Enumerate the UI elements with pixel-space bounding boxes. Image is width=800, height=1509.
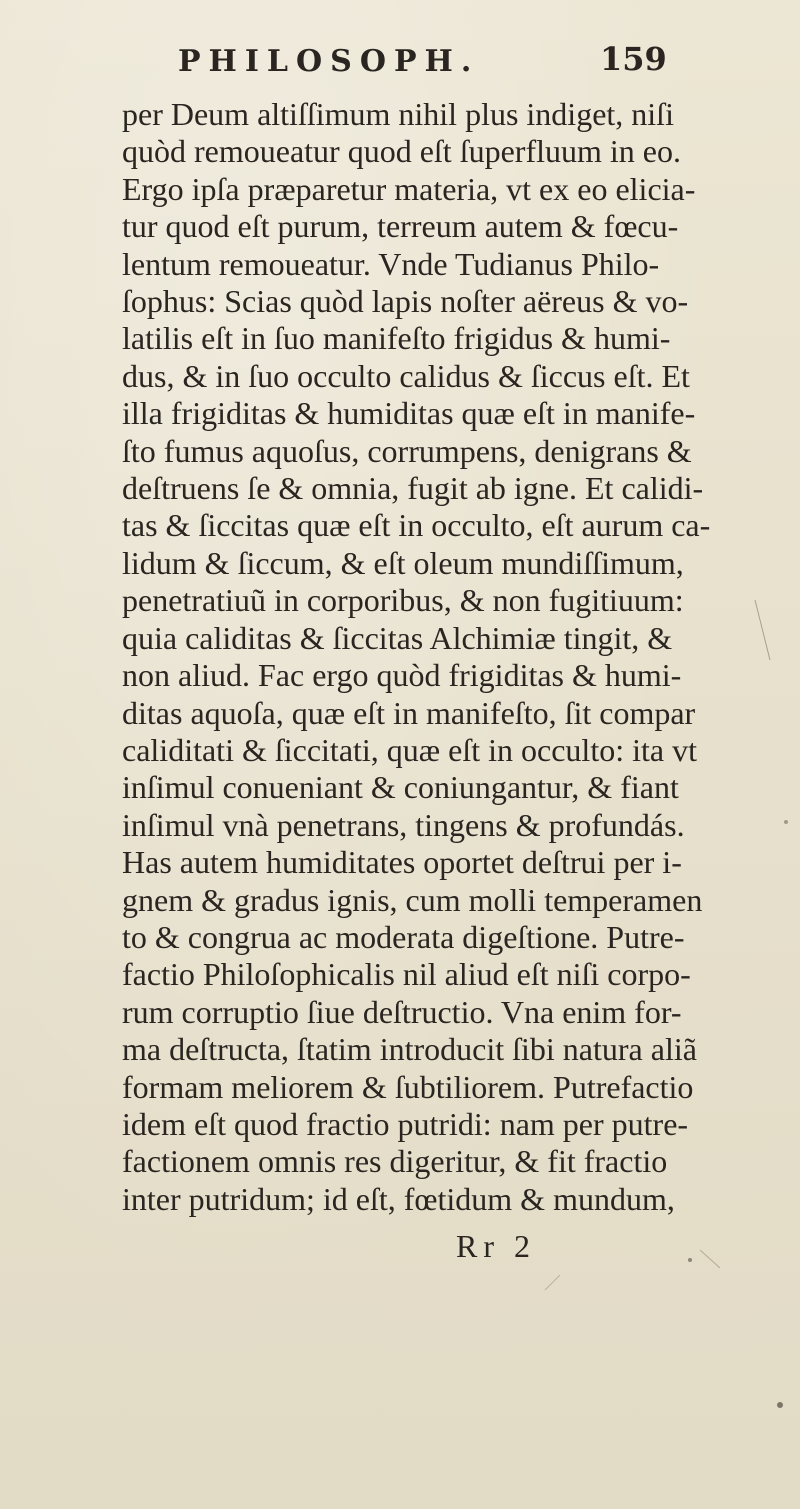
text-line: inſimul vnà penetrans, tingens & profundás. bbox=[122, 806, 685, 843]
text-line: inter putridum; id eſt, fœtidum & mundum, bbox=[122, 1180, 675, 1217]
text-line: quòd remoueatur quod eſt ſuperfluum in eo. bbox=[122, 133, 681, 170]
text-line: rum corruptio ſiue deſtructio. Vna enim for- bbox=[122, 993, 682, 1030]
text-line: inſimul conueniant & coniungantur, & fiant bbox=[122, 769, 679, 806]
text-line: dus, & in ſuo occulto calidus & ſiccus eſt. Et bbox=[122, 357, 690, 394]
signature-mark: Rr 2 bbox=[456, 1228, 536, 1264]
body-text bbox=[122, 96, 777, 1218]
text-line: latilis eſt in ſuo manifeſto frigidus & humi- bbox=[122, 320, 671, 357]
text-line: ſto fumus aquoſus, corrumpens, denigrans & bbox=[122, 432, 692, 469]
page-number: 159 bbox=[600, 40, 667, 78]
text-line: ma deſtructa, ſtatim introducit ſibi natura aliã bbox=[122, 1031, 697, 1068]
text-line: deſtruens ſe & omnia, fugit ab igne. Et calidi- bbox=[122, 470, 704, 507]
text-line: Has autem humiditates oportet deſtrui per i- bbox=[122, 844, 682, 881]
text-line: caliditati & ſiccitati, quæ eſt in occulto: ita vt bbox=[122, 731, 697, 768]
text-line: to & congrua ac moderata digeſtione. Putre- bbox=[122, 918, 685, 955]
text-line: formam meliorem & ſubtiliorem. Putrefactio bbox=[122, 1068, 694, 1105]
text-line: quia caliditas & ſiccitas Alchimiæ tingit, & bbox=[122, 619, 673, 656]
text-line: lentum remoueatur. Vnde Tudianus Philo- bbox=[122, 245, 660, 282]
text-line: factio Philoſophicalis nil aliud eſt niſi corpo- bbox=[122, 956, 691, 993]
text-line: illa frigiditas & humiditas quæ eſt in manife- bbox=[122, 395, 696, 432]
text-line: Ergo ipſa præparetur materia, vt ex eo elicia- bbox=[122, 170, 696, 207]
text-line: idem eſt quod fractio putridi: nam per putre- bbox=[122, 1105, 689, 1142]
text-line: per Deum altiſſimum nihil plus indiget, niſi bbox=[122, 96, 674, 132]
running-head: PHILOSOPH. bbox=[178, 44, 480, 79]
text-line: tur quod eſt purum, terreum autem & fœcu- bbox=[122, 208, 679, 245]
text-line: non aliud. Fac ergo quòd frigiditas & humi- bbox=[122, 657, 682, 694]
text-line: factionem omnis res digeritur, & fit fractio bbox=[122, 1143, 668, 1180]
text-line: ſophus: Scias quòd lapis noſter aëreus & vo- bbox=[122, 283, 689, 320]
text-line: penetratiuũ in corporibus, & non fugitiuum: bbox=[122, 582, 684, 619]
text-line: gnem & gradus ignis, cum molli temperamen bbox=[122, 881, 703, 918]
text-line: lidum & ſiccum, & eſt oleum mundiſſimum, bbox=[122, 544, 684, 581]
text-line: ditas aquoſa, quæ eſt in manifeſto, ſit compar bbox=[122, 694, 696, 731]
text-line: tas & ſiccitas quæ eſt in occulto, eſt aurum ca- bbox=[122, 507, 711, 544]
